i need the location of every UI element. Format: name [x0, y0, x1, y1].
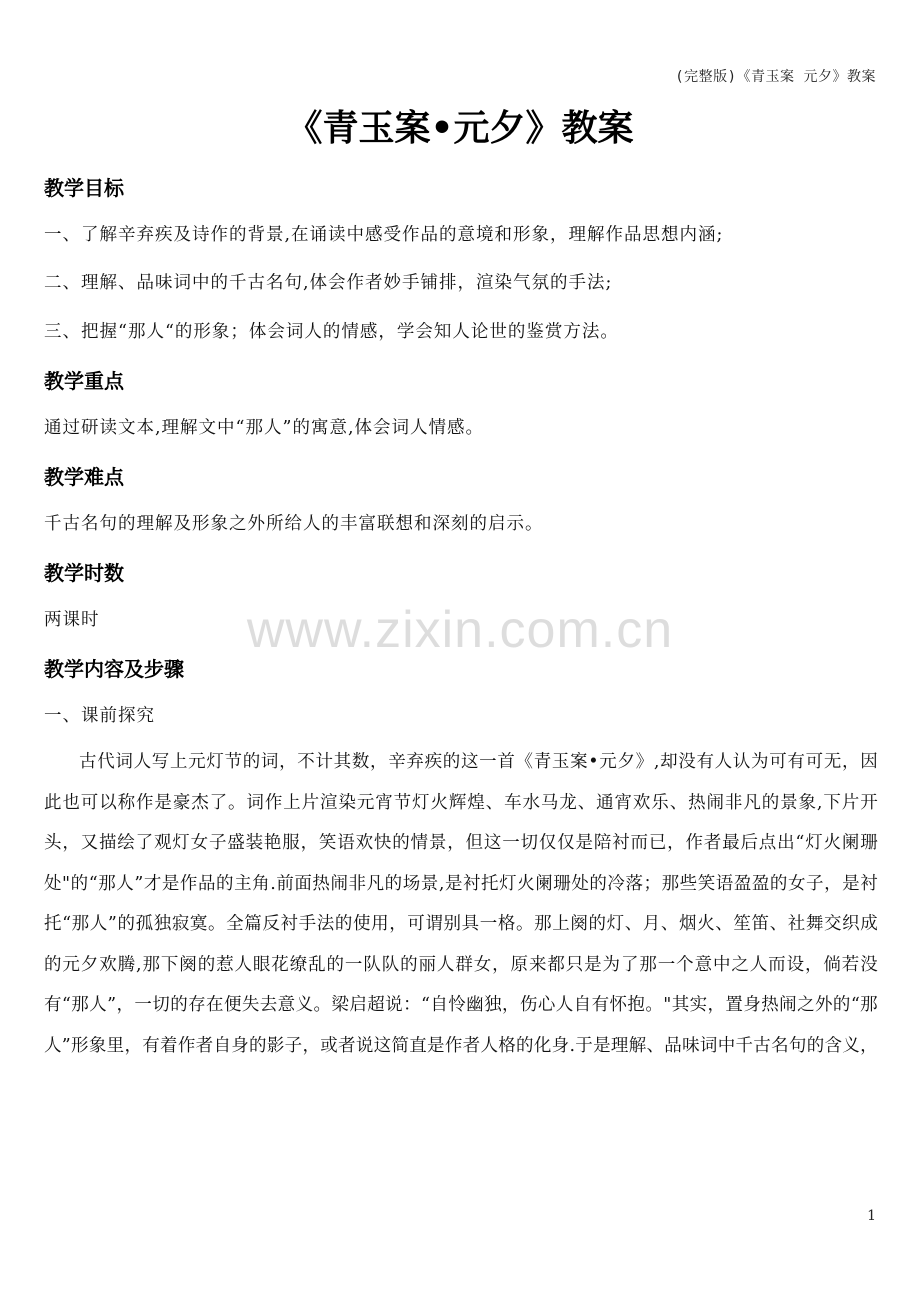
heading-hours: 教学时数 — [44, 561, 124, 585]
watermark: www.zixin.com.cn — [246, 601, 674, 659]
heading-goals: 教学目标 — [44, 176, 124, 200]
page-number: 1 — [867, 1208, 876, 1224]
body-paragraph: 古代词人写上元灯节的词，不计其数，辛弃疾的这一首《青玉案•元夕》,却没有人认为可有可无，因此也可以称作是豪杰了。词作上片渲染元宵节灯火辉煌、车水马龙、通宵欢乐、热闹非凡的景象,下片开头，又描绘了观灯女子盛装艳服，笑语欢快的情景，但这一切仅仅是陪衬而已，作者最后点出“灯火阑珊处"的“那人”才是作品的主角.前面热闹非凡的场景,是衬托灯火阑珊处的冷落；那些笑语盈盈的女子，是衬托“那人”的孤独寂寞。全篇反衬手法的使用，可谓别具一格。那上阕的灯、月、烟火、笙笛、社舞交织成的元夕欢腾,那下阕的惹人眼花缭乱的一队队的丽人群女，原来都只是为了那一个意中之人而设，倘若没有“那人”，一切的存在便失去意义。梁启超说：“自怜幽独，伤心人自有怀抱。"其实，置身热闹之外的“那人”形象里，有着作者自身的影子，或者说这简直是作者人格的化身.于是理解、品味词中千古名句的含义， — [44, 752, 878, 1056]
hours-text: 两课时 — [44, 610, 100, 630]
heading-key-points: 教学重点 — [44, 369, 124, 393]
heading-difficulties: 教学难点 — [44, 465, 124, 489]
document-title: 《青玉案•元夕》教案 — [286, 108, 634, 149]
goal-item-1: 一、了解辛弃疾及诗作的背景,在诵读中感受作品的意境和形象，理解作品思想内涵; — [44, 225, 724, 245]
running-header: (完整版)《青玉案 元夕》教案 — [675, 69, 876, 85]
subheading-pre-class: 一、课前探究 — [44, 706, 155, 726]
key-points-text: 通过研读文本,理解文中“那人”的寓意,体会词人情感。 — [44, 418, 485, 438]
goal-item-3: 三、把握“那人“的形象；体会词人的情感，学会知人论世的鉴赏方法。 — [44, 322, 619, 342]
goal-item-2: 二、理解、品味词中的千古名句,体会作者妙手铺排，渲染气氛的手法; — [44, 273, 613, 293]
difficulties-text: 千古名句的理解及形象之外所给人的丰富联想和深刻的启示。 — [44, 514, 544, 534]
heading-content: 教学内容及步骤 — [44, 657, 184, 681]
